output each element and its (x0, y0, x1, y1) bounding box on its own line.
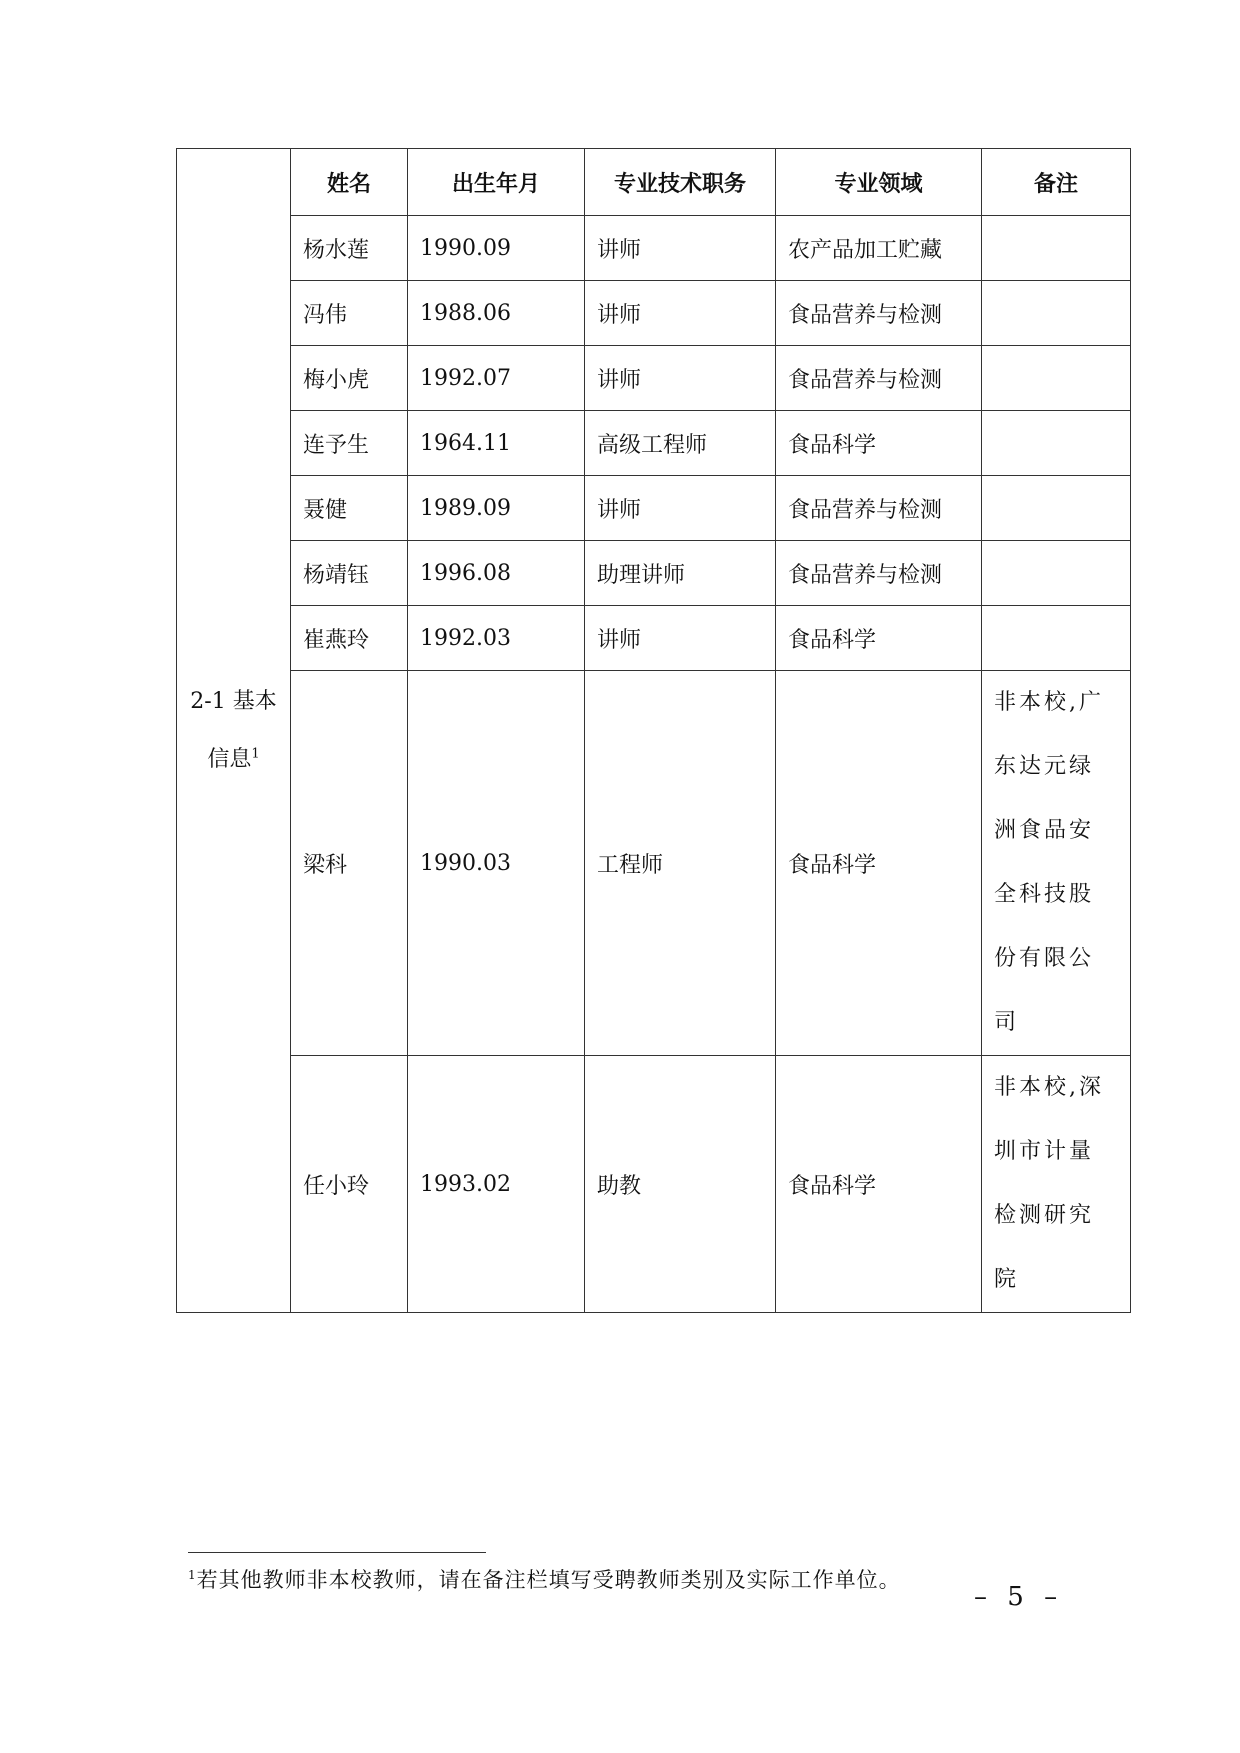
table-row (177, 216, 1131, 281)
header-remark: 备注 (982, 149, 1131, 216)
cell-birth: 1990.09 (408, 216, 585, 281)
cell-name: 梅小虎 (291, 346, 408, 411)
cell-birth: 1992.07 (408, 346, 585, 411)
cell-birth: 1990.03 (408, 671, 585, 1056)
table-row (177, 606, 1131, 671)
cell-birth: 1996.08 (408, 541, 585, 606)
cell-name: 梁科 (291, 671, 408, 1056)
cell-remark (982, 281, 1131, 346)
page-number: – 5 – (974, 1582, 1064, 1612)
cell-remark (982, 606, 1131, 671)
cell-title: 高级工程师 (585, 411, 776, 476)
section-footnote-mark: 1 (251, 746, 260, 762)
table-row (177, 281, 1131, 346)
cell-field: 食品营养与检测 (776, 346, 982, 411)
cell-name: 连予生 (291, 411, 408, 476)
cell-birth: 1989.09 (408, 476, 585, 541)
table-row (177, 411, 1131, 476)
footnote-divider (188, 1552, 486, 1553)
footnote-text: 若其他教师非本校教师，请在备注栏填写受聘教师类别及实际工作单位。 (196, 1568, 901, 1592)
section-label-cell (177, 149, 291, 1313)
cell-remark: 非本校,广东达元绿洲食品安全科技股份有限公司 (982, 671, 1131, 1056)
cell-field: 农产品加工贮藏 (776, 216, 982, 281)
cell-title: 讲师 (585, 476, 776, 541)
cell-title: 讲师 (585, 606, 776, 671)
cell-field: 食品科学 (776, 606, 982, 671)
table-row (177, 1056, 1131, 1313)
cell-title: 讲师 (585, 346, 776, 411)
cell-field: 食品科学 (776, 671, 982, 1056)
cell-remark: 非本校,深圳市计量检测研究院 (982, 1056, 1131, 1313)
cell-remark (982, 411, 1131, 476)
cell-remark (982, 541, 1131, 606)
cell-title: 助理讲师 (585, 541, 776, 606)
header-row (177, 149, 1131, 216)
cell-field: 食品营养与检测 (776, 281, 982, 346)
cell-birth: 1992.03 (408, 606, 585, 671)
cell-birth: 1964.11 (408, 411, 585, 476)
cell-title: 讲师 (585, 281, 776, 346)
table-row (177, 671, 1131, 1056)
cell-name: 聂健 (291, 476, 408, 541)
table-row (177, 346, 1131, 411)
cell-title: 助教 (585, 1056, 776, 1313)
cell-birth: 1993.02 (408, 1056, 585, 1313)
cell-field: 食品科学 (776, 1056, 982, 1313)
cell-name: 冯伟 (291, 281, 408, 346)
cell-field: 食品营养与检测 (776, 476, 982, 541)
cell-title: 工程师 (585, 671, 776, 1056)
table-row (177, 476, 1131, 541)
cell-field: 食品科学 (776, 411, 982, 476)
cell-remark (982, 346, 1131, 411)
cell-birth: 1988.06 (408, 281, 585, 346)
header-birth: 出生年月 (408, 149, 585, 216)
header-title: 专业技术职务 (585, 149, 776, 216)
cell-name: 崔燕玲 (291, 606, 408, 671)
header-field: 专业领域 (776, 149, 982, 216)
teacher-info-table (176, 148, 1131, 1313)
footnote-mark: 1 (188, 1568, 197, 1582)
cell-title: 讲师 (585, 216, 776, 281)
cell-name: 任小玲 (291, 1056, 408, 1313)
cell-name: 杨靖钰 (291, 541, 408, 606)
cell-name: 杨水莲 (291, 216, 408, 281)
table-body (177, 149, 1131, 1313)
header-name: 姓名 (291, 149, 408, 216)
footnote (188, 1564, 901, 1594)
section-label: 2-1 基本信息 (190, 689, 277, 772)
cell-remark (982, 216, 1131, 281)
cell-field: 食品营养与检测 (776, 541, 982, 606)
cell-remark (982, 476, 1131, 541)
table-row (177, 541, 1131, 606)
